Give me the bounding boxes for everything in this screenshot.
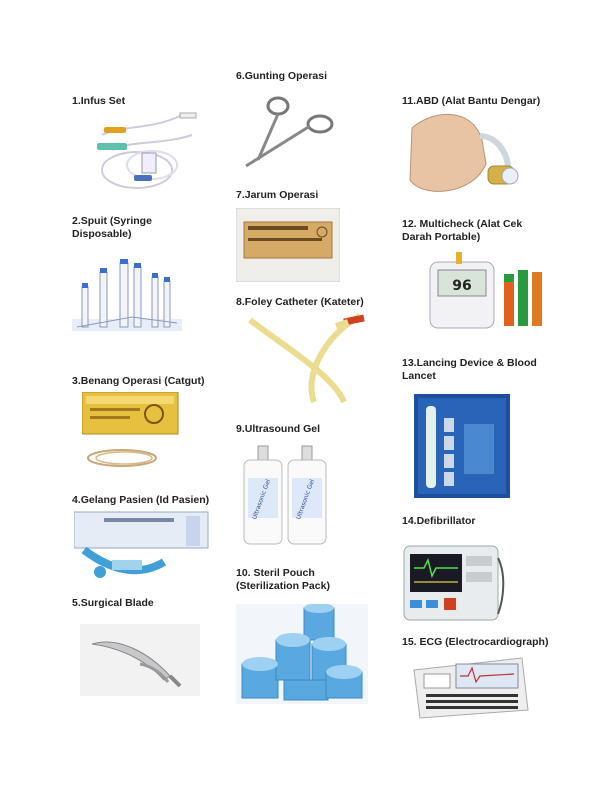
- label-defibrillator: 14.Defibrillator: [402, 515, 476, 527]
- label-benang-operasi: 3.Benang Operasi (Catgut): [72, 375, 205, 387]
- infusion-set-image: [92, 105, 202, 195]
- sterilization-pouch-image: [236, 604, 368, 704]
- gel-bottle-text-left: Ultrasonic Gel: [251, 478, 273, 521]
- foley-catheter-image: [244, 306, 370, 410]
- label-abd: 11.ABD (Alat Bantu Dengar): [402, 95, 541, 107]
- lancing-device-image: [414, 394, 510, 498]
- label-lancing-device: 13.Lancing Device & Blood Lancet: [402, 357, 537, 382]
- label-steril-pouch: 10. Steril Pouch (Sterilization Pack): [236, 567, 330, 592]
- surgical-needle-image: [236, 208, 340, 282]
- defibrillator-image: [400, 538, 508, 624]
- label-gelang-pasien: 4.Gelang Pasien (Id Pasien): [72, 494, 210, 506]
- label-gunting-operasi: 6.Gunting Operasi: [236, 70, 328, 82]
- surgical-scissors-image: [238, 90, 338, 174]
- syringe-image: [72, 257, 182, 339]
- label-surgical-blade: 5.Surgical Blade: [72, 597, 154, 609]
- patient-wristband-image: [74, 510, 210, 590]
- hearing-aid-image: [402, 110, 528, 200]
- blood-checker-image: [426, 248, 556, 334]
- multicheck-reading: 96: [452, 278, 472, 294]
- label-spuit: 2.Spuit (Syringe Disposable): [72, 215, 152, 240]
- label-jarum-operasi: 7.Jarum Operasi: [236, 189, 319, 201]
- label-foley-catheter: 8.Foley Catheter (Kateter): [236, 296, 364, 308]
- label-multicheck: 12. Multicheck (Alat Cek Darah Portable): [402, 218, 523, 243]
- gel-bottle-text-right: Ultrasonic Gel: [295, 478, 317, 521]
- ecg-machine-image: [410, 650, 530, 720]
- label-infus-set: 1.Infus Set: [72, 95, 126, 107]
- label-ultrasound-gel: 9.Ultrasound Gel: [236, 423, 321, 435]
- ultrasound-gel-image: [240, 442, 344, 548]
- surgical-blade-image: [80, 624, 200, 696]
- label-ecg: 15. ECG (Electrocardiograph): [402, 636, 549, 648]
- catgut-suture-image: [82, 392, 182, 478]
